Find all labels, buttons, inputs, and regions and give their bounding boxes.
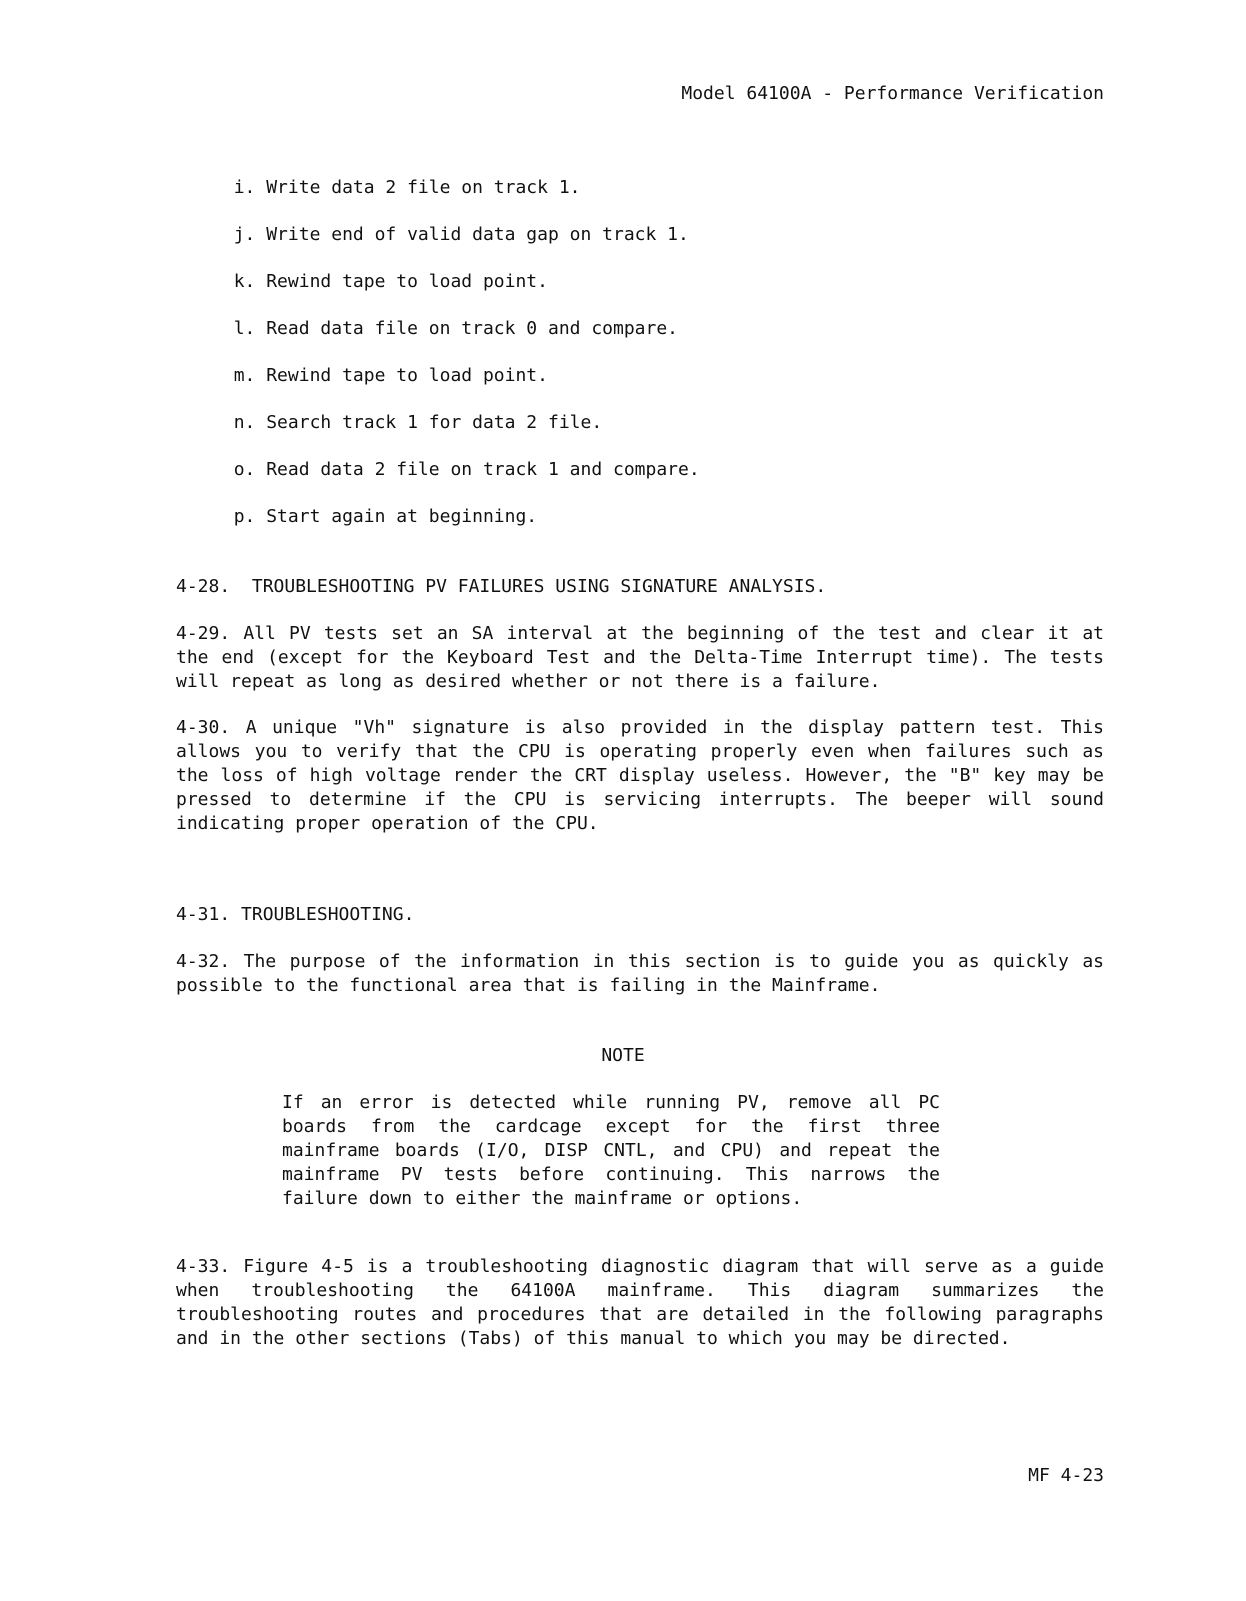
paragraph-4-32: 4-32. The purpose of the information in this section is to guide you as quickly as possible to the functional area that is failing in the Mainframe.	[176, 951, 1104, 996]
page-header: Model 64100A - Performance Verification	[681, 83, 1104, 104]
list-item-text: Rewind tape to load point.	[266, 271, 548, 292]
list-item	[212, 152, 581, 200]
list-item-text: Read data 2 file on track 1 and compare.	[266, 459, 700, 480]
list-item	[212, 293, 678, 341]
note-title: NOTE	[601, 1045, 645, 1066]
paragraph-4-33: 4-33. Figure 4-5 is a troubleshooting diagnostic diagram that will serve as a guide when troubleshooting the 64100A mainframe. This diagram summarizes the troubleshooting routes and procedures that are detailed in the following paragraphs and in the other sections (Tabs) of this manual to which you may be directed.	[176, 1256, 1104, 1349]
list-item-letter: k.	[233, 271, 256, 292]
list-item-letter: j.	[233, 224, 256, 245]
list-item	[212, 340, 548, 388]
list-item-text: Search track 1 for data 2 file.	[266, 412, 603, 433]
list-item	[212, 434, 700, 482]
list-item-text: Rewind tape to load point.	[266, 365, 548, 386]
section-heading-4-28: 4-28. TROUBLESHOOTING PV FAILURES USING SIGNATURE ANALYSIS.	[176, 576, 827, 597]
paragraph-4-30: 4-30. A unique "Vh" signature is also provided in the display pattern test. This allows you to verify that the CPU is operating properly even when failures such as the loss of high voltage render the CRT display useless. However, the "B" key may be pressed to determine if the CPU is servicing interrupts. The beeper will sound indicating proper operation of the CPU.	[176, 717, 1104, 834]
list-item-letter: m.	[233, 365, 256, 386]
note-body: If an error is detected while running PV, remove all PC boards from the cardcage except for the first three mainframe boards (I/O, DISP CNTL, and CPU) and repeat the mainframe PV tests before continuing. This narrows the failure down to either the mainframe or options.	[282, 1092, 940, 1209]
list-item-letter: l.	[233, 318, 256, 339]
list-item	[212, 387, 602, 435]
list-item-letter: o.	[233, 459, 256, 480]
section-heading-4-31: 4-31. TROUBLESHOOTING.	[176, 904, 415, 925]
list-item-letter: p.	[233, 506, 256, 527]
list-item-text: Write end of valid data gap on track 1.	[266, 224, 689, 245]
list-item	[212, 199, 689, 247]
page-number: MF 4-23	[1028, 1465, 1104, 1486]
list-item-letter: i.	[233, 177, 256, 198]
list-item	[212, 246, 548, 294]
paragraph-4-29: 4-29. All PV tests set an SA interval at the beginning of the test and clear it at the end (except for the Keyboard Test and the Delta-Time Interrupt time). The tests will repeat as long as desired whether or not there is a failure.	[176, 623, 1104, 692]
list-item	[212, 481, 537, 529]
list-item-letter: n.	[233, 412, 256, 433]
list-item-text: Read data file on track 0 and compare.	[266, 318, 679, 339]
list-item-text: Write data 2 file on track 1.	[266, 177, 581, 198]
list-item-text: Start again at beginning.	[266, 506, 538, 527]
